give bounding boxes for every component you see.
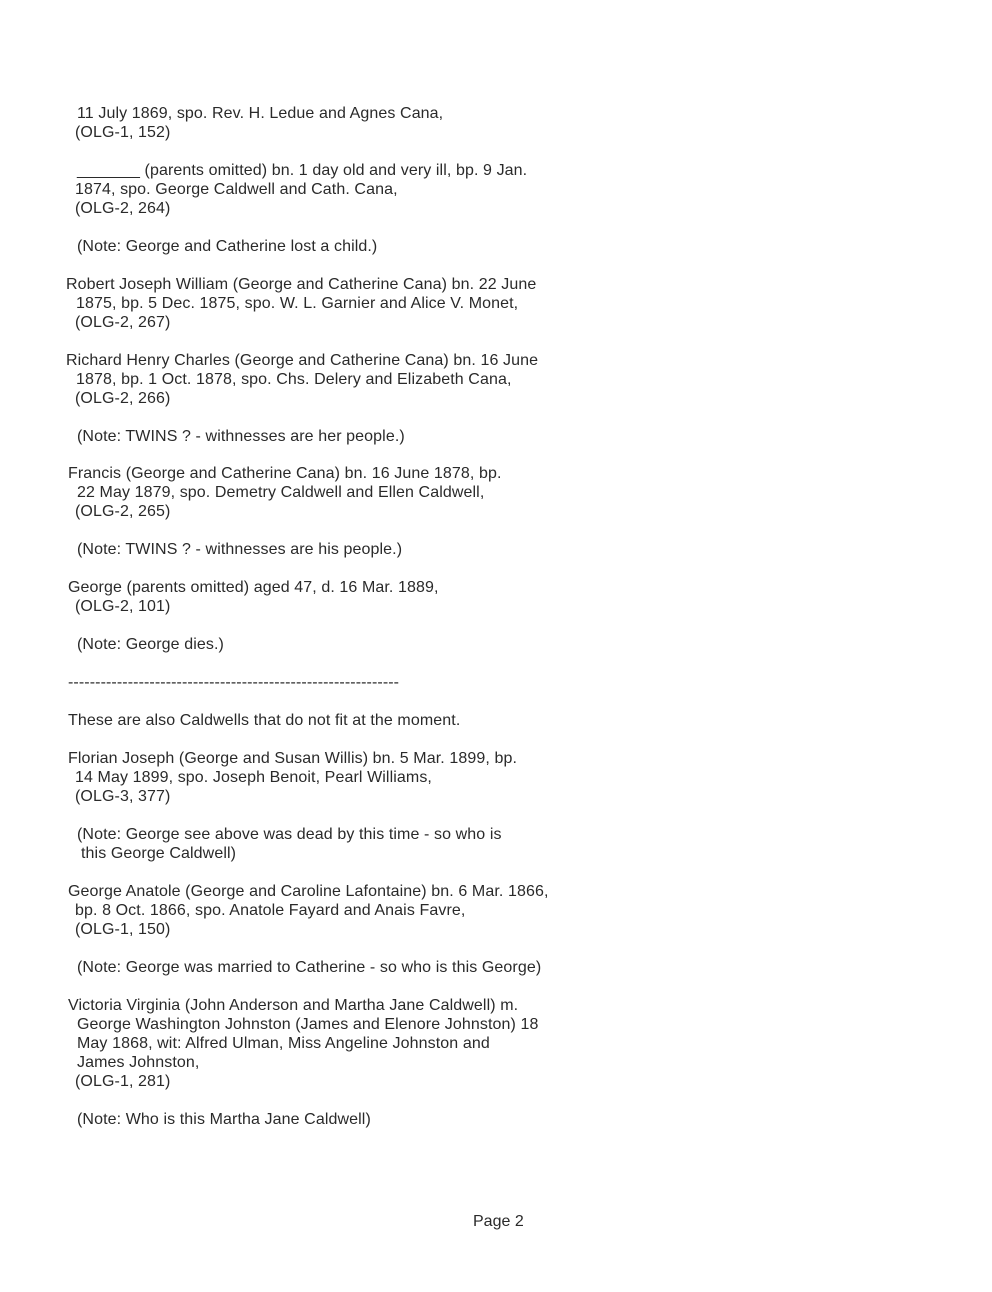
text-line: _______ (parents omitted) bn. 1 day old and very ill, bp. 9 Jan.: [77, 162, 528, 179]
text-line: Francis (George and Catherine Cana) bn. 16 June 1878, bp.: [68, 465, 502, 482]
text-line: May 1868, wit: Alfred Ulman, Miss Angeline Johnston and: [77, 1035, 490, 1052]
text-line: George Washington Johnston (James and Elenore Johnston) 18: [77, 1016, 539, 1033]
text-line: (OLG-1, 150): [75, 921, 171, 938]
text-line: Richard Henry Charles (George and Catherine Cana) bn. 16 June: [66, 352, 539, 369]
note-line: (Note: TWINS ? - withnesses are his people.): [77, 541, 403, 558]
text-line: 1874, spo. George Caldwell and Cath. Cana,: [75, 181, 398, 198]
text-line: (OLG-2, 266): [75, 390, 171, 407]
page-number: Page 2: [473, 1213, 524, 1230]
text-line: (OLG-3, 377): [75, 788, 171, 805]
note-line: (Note: George see above was dead by this time - so who is: [77, 826, 502, 843]
text-line: bp. 8 Oct. 1866, spo. Anatole Fayard and Anais Favre,: [75, 902, 466, 919]
note-line: (Note: Who is this Martha Jane Caldwell): [77, 1111, 371, 1128]
text-line: (OLG-2, 265): [75, 503, 171, 520]
text-line: (OLG-1, 152): [75, 124, 171, 141]
note-line: (Note: George was married to Catherine - so who is this George): [77, 959, 542, 976]
text-line: George Anatole (George and Caroline Lafontaine) bn. 6 Mar. 1866,: [68, 883, 549, 900]
note-line: (Note: TWINS ? - withnesses are her people.): [77, 428, 405, 445]
note-line: this George Caldwell): [81, 845, 237, 862]
text-line: (OLG-1, 281): [75, 1073, 171, 1090]
text-line: 11 July 1869, spo. Rev. H. Ledue and Agnes Cana,: [77, 105, 444, 122]
text-line: 14 May 1899, spo. Joseph Benoit, Pearl Williams,: [75, 769, 432, 786]
text-line: Victoria Virginia (John Anderson and Martha Jane Caldwell) m.: [68, 997, 519, 1014]
section-heading: These are also Caldwells that do not fit at the moment.: [68, 712, 461, 729]
divider-line: -------------------------------------------------------------: [68, 674, 400, 691]
text-line: (OLG-2, 264): [75, 200, 171, 217]
text-line: James Johnston,: [77, 1054, 200, 1071]
text-line: (OLG-2, 101): [75, 598, 171, 615]
text-line: Florian Joseph (George and Susan Willis) bn. 5 Mar. 1899, bp.: [68, 750, 517, 767]
note-line: (Note: George dies.): [77, 636, 224, 653]
text-line: (OLG-2, 267): [75, 314, 171, 331]
text-line: Robert Joseph William (George and Catherine Cana) bn. 22 June: [66, 276, 537, 293]
text-line: George (parents omitted) aged 47, d. 16 Mar. 1889,: [68, 579, 439, 596]
text-line: 1875, bp. 5 Dec. 1875, spo. W. L. Garnier and Alice V. Monet,: [76, 295, 519, 312]
text-line: 22 May 1879, spo. Demetry Caldwell and Ellen Caldwell,: [77, 484, 485, 501]
note-line: (Note: George and Catherine lost a child.): [77, 238, 378, 255]
text-line: 1878, bp. 1 Oct. 1878, spo. Chs. Delery and Elizabeth Cana,: [76, 371, 512, 388]
